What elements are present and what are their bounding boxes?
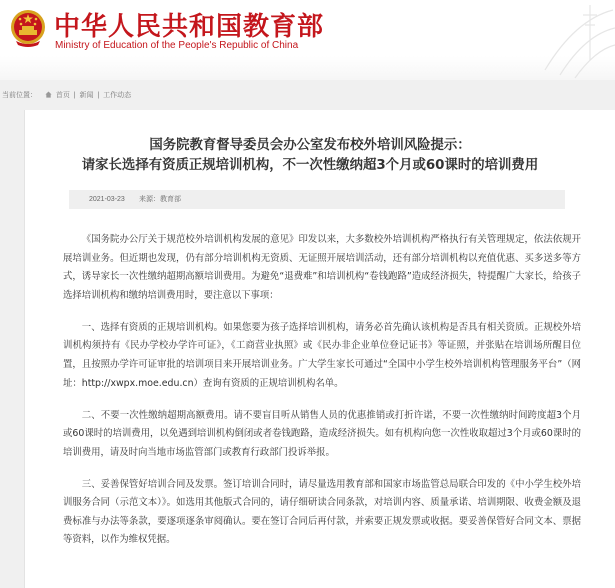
breadcrumb-separator: | <box>71 92 78 99</box>
header-decoration-icon <box>505 0 615 80</box>
breadcrumb <box>0 88 615 104</box>
site-title-en: Ministry of Education of the People's Republic of China <box>55 40 299 51</box>
site-header <box>0 0 615 80</box>
article-title-line2: 请家长选择有资质正规培训机构，不一次性缴纳超3个月或60课时的培训费用 <box>81 158 539 173</box>
home-icon <box>45 91 52 98</box>
article-paragraph: 《国务院办公厅关于规范校外培训机构发展的意见》印发以来，大多数校外培训机构严格执行有关管理规定，依法依规开展培训业务。但近期也发现，仍有部分培训机构无资质、无证照开展培训活动，还有部分培训机构以充值优惠、买多送多等方式，诱导家长一次性缴纳超期高额培训费用。为避免“退费难”和培训机构“卷钱跑路”造成经济损失，特提醒广大家长，给孩子选择培训机构和缴纳培训费用时，要注意以下事项： <box>63 234 581 301</box>
article-meta <box>69 190 565 209</box>
breadcrumb-prefix: 当前位置： <box>2 92 37 99</box>
national-emblem-icon <box>8 8 48 48</box>
breadcrumb-news-link[interactable]: 新闻 <box>79 92 94 99</box>
article-title-line1: 国务院教育督导委员会办公室发布校外培训风险提示： <box>149 138 471 153</box>
article-paragraph: 二、不要一次性缴纳超期高额费用。请不要盲目听从销售人员的优惠推销或打折许诺，不要一次性缴纳时间跨度超3个月或60课时的培训费用，以免遇到培训机构倒闭或者卷钱跑路，造成经济损失。如有机构向您一次性收取超过3个月或60课时的培训费用，请及时向当地市场监管部门或教育行政部门投诉举报。 <box>63 409 581 458</box>
site-title-cn[interactable]: 中华人民共和国教育部 <box>54 12 325 42</box>
article-container <box>24 110 615 588</box>
breadcrumb-separator: | <box>95 92 102 99</box>
article-source: 来源：教育部 <box>139 196 181 203</box>
article-date: 2021-03-23 <box>89 196 125 203</box>
breadcrumb-work-news-link[interactable]: 工作动态 <box>103 92 132 99</box>
breadcrumb-home-link[interactable]: 首页 <box>55 92 70 99</box>
article-body <box>63 231 581 563</box>
article-title <box>25 136 595 176</box>
article-paragraph: 一、选择有资质的正规培训机构。如果您要为孩子选择培训机构，请务必首先确认该机构是否具有相关资质。正规校外培训机构须持有《民办学校办学许可证》，《工商营业执照》或《民办非企业单位登记证书》等证照，并张贴在培训场所醒目位置，且按照办学许可证审批的培训项目来开展培训业务。广大学生家长可通过“全国中小学生校外培训机构管理服务平台”（网址：http://xwpx.moe.edu.cn）查询有资质的正规培训机构名单。 <box>63 321 581 389</box>
article-paragraph: 三、妥善保管好培训合同及发票。签订培训合同时，请尽量选用教育部和国家市场监管总局联合印发的《中小学生校外培训服务合同（示范文本）》。如选用其他版式合同的，请仔细研读合同条款，对培训内容、质量承诺、培训期限、收费金额及退费标准与办法等条款，要逐项逐条审阅确认。要在签订合同后再付款，并索要正规发票或收据。要妥善保管好合同文本、票据等资料，以作为维权凭据。 <box>63 478 581 546</box>
